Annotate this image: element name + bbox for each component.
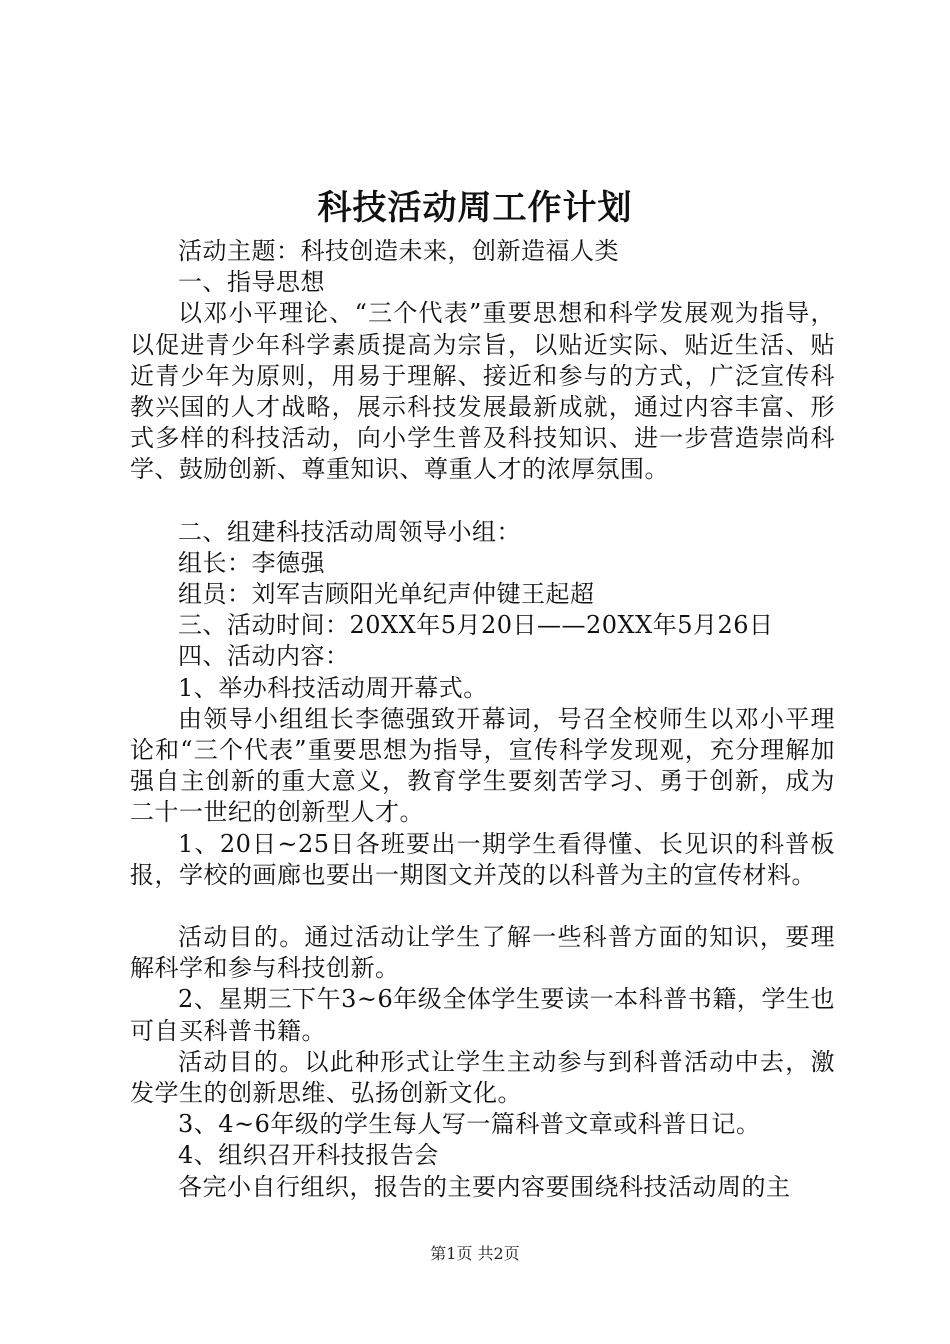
science-report-paragraph: 各完小自行组织，报告的主要内容要围绕科技活动周的主	[178, 1172, 791, 1201]
section-heading-activity-time: 三、活动时间：20XX年5月20日——20XX年5月26日	[178, 611, 774, 640]
opening-ceremony-paragraph: 由领导小组组长李德强致开幕词，号召全校师生以邓小平理论和“三个代表”重要思想为指导，宣传科学发现观，充分理解加强自主创新的重大意义，教育学生要刻苦学习、勇于创新，成为二十一世纪的创新型人才。	[130, 704, 835, 827]
section-heading-guiding-ideology: 一、指导思想	[178, 268, 325, 297]
section-heading-leadership-group: 二、组建科技活动周领导小组：	[178, 517, 521, 546]
activity-purpose-1: 活动目的。通过活动让学生了解一些科普方面的知识，要理解科学和参与科技创新。	[130, 923, 835, 983]
guiding-ideology-paragraph: 以邓小平理论、“三个代表”重要思想和科学发展观为指导，以促进青少年科学素质提高为宗旨，以贴近实际、贴近生活、贴近青少年为原则，用易于理解、接近和参与的方式，广泛宣传科教兴国的人才战略，展示科技发展最新成就，通过内容丰富、形式多样的科技活动，向小学生普及科技知识、进一步营造崇尚科学、鼓励创新、尊重知识、尊重人才的浓厚氛围。	[130, 299, 835, 484]
page-footer: 第1页 共2页	[430, 1244, 520, 1263]
document-body	[130, 236, 835, 1203]
activity-theme: 活动主题：科技创造未来，创新造福人类	[178, 237, 619, 265]
item-reading-books: 2、星期三下午3~6年级全体学生要读一本科普书籍，学生也可自买科普书籍。	[130, 985, 835, 1045]
paragraph-gap	[130, 486, 835, 517]
section-heading-activity-content: 四、活动内容：	[178, 642, 350, 671]
group-leader: 组长：李德强	[178, 548, 325, 577]
item-blackboard-newspaper: 1、20日~25日各班要出一期学生看得懂、长见识的科普板报，学校的画廊也要出一期图文并茂的以科普为主的宣传材料。	[130, 829, 835, 889]
document-title: 科技活动周工作计划	[317, 188, 633, 228]
activity-purpose-2: 活动目的。以此种形式让学生主动参与到科普活动中去，激发学生的创新思维、弘扬创新文化。	[130, 1047, 835, 1108]
group-members: 组员：刘军吉顾阳光单纪声仲键王起超	[178, 580, 595, 609]
item-science-writing: 3、4~6年级的学生每人写一篇科普文章或科普日记。	[178, 1110, 761, 1139]
paragraph-gap	[130, 891, 835, 922]
item-science-report: 4、组织召开科技报告会	[178, 1141, 439, 1170]
item-opening-ceremony: 1、举办科技活动周开幕式。	[178, 673, 488, 702]
